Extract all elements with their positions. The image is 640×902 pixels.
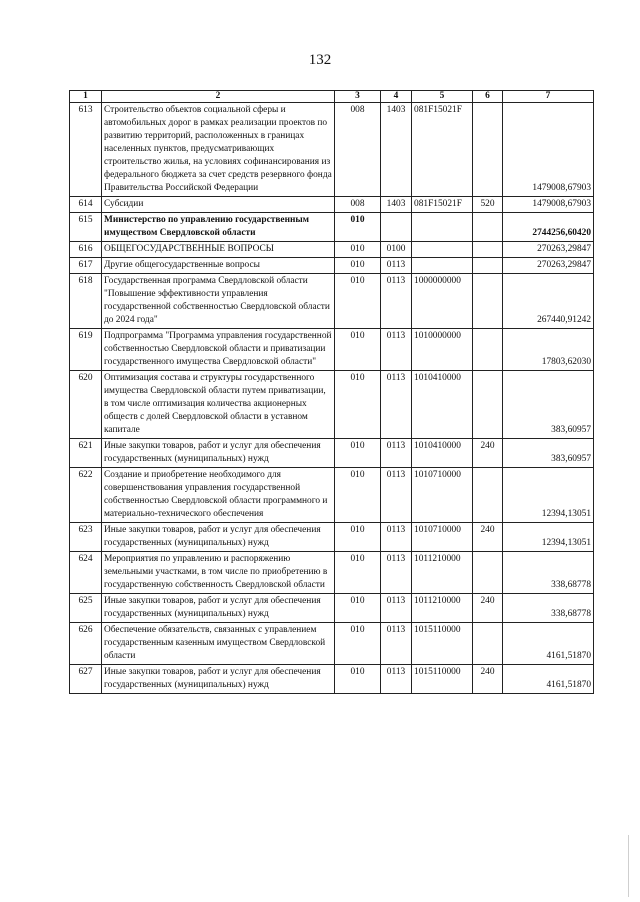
row-name: Строительство объектов социальной сферы и автомобильных дорог в рамках реализации проектов по развитию территорий, расположенных в границах населенных пунктов, предусматривающих строительство жилья, на условиях софинансирования из федерального бюджета за счет средств резервного фонда Правительства Российской Федерации [102, 103, 335, 197]
row-col-3: 010 [335, 623, 381, 665]
header-col-1: 1 [70, 91, 102, 103]
row-col-4: 0113 [381, 523, 412, 552]
header-col-3: 3 [335, 91, 381, 103]
row-col-4: 0113 [381, 439, 412, 468]
row-col-6 [473, 258, 503, 274]
row-amount: 12394,13051 [503, 523, 594, 552]
row-amount: 4161,51870 [503, 665, 594, 694]
row-col-4: 0113 [381, 552, 412, 594]
table-row [70, 552, 594, 594]
row-col-6 [473, 329, 503, 371]
row-number: 617 [70, 258, 102, 274]
table-row [70, 103, 594, 197]
row-name: Подпрограмма "Программа управления государственной собственностью Свердловской области и приватизации государственного имущества Свердловской области" [102, 329, 335, 371]
row-name: Министерство по управлению государственным имуществом Свердловской области [102, 213, 335, 242]
row-col-4: 0113 [381, 258, 412, 274]
row-col-4: 0113 [381, 371, 412, 439]
row-amount: 383,60957 [503, 439, 594, 468]
table-row [70, 242, 594, 258]
table-body [70, 103, 594, 694]
row-col-6 [473, 242, 503, 258]
row-col-4: 0113 [381, 329, 412, 371]
row-number: 625 [70, 594, 102, 623]
row-col-3: 010 [335, 665, 381, 694]
row-number: 615 [70, 213, 102, 242]
row-col-4: 0100 [381, 242, 412, 258]
row-number: 614 [70, 197, 102, 213]
row-col-3: 008 [335, 103, 381, 197]
row-col-3: 010 [335, 468, 381, 523]
row-col-3: 010 [335, 274, 381, 329]
row-amount: 1479008,67903 [503, 103, 594, 197]
row-name: ОБЩЕГОСУДАРСТВЕННЫЕ ВОПРОСЫ [102, 242, 335, 258]
row-name: Иные закупки товаров, работ и услуг для обеспечения государственных (муниципальных) нужд [102, 523, 335, 552]
row-col-4: 0113 [381, 665, 412, 694]
table-row [70, 523, 594, 552]
row-col-3: 008 [335, 197, 381, 213]
table-row [70, 274, 594, 329]
row-name: Обеспечение обязательств, связанных с управлением государственным казенным имуществом Свердловской области [102, 623, 335, 665]
row-col-6: 240 [473, 665, 503, 694]
row-name: Оптимизация состава и структуры государственного имущества Свердловской области путем приватизации, в том числе оптимизация количества акционерных обществ с долей Свердловской области в уставном капитале [102, 371, 335, 439]
row-col-6: 240 [473, 594, 503, 623]
row-number: 620 [70, 371, 102, 439]
row-amount: 270263,29847 [503, 242, 594, 258]
row-col-4 [381, 213, 412, 242]
row-number: 618 [70, 274, 102, 329]
row-col-5: 1010410000 [412, 439, 473, 468]
row-col-6 [473, 552, 503, 594]
row-col-6 [473, 274, 503, 329]
table-row [70, 197, 594, 213]
row-amount: 267440,91242 [503, 274, 594, 329]
row-col-5 [412, 213, 473, 242]
row-col-5: 1015110000 [412, 623, 473, 665]
row-number: 613 [70, 103, 102, 197]
row-col-5: 081F15021F [412, 197, 473, 213]
row-col-6 [473, 103, 503, 197]
row-col-6: 240 [473, 439, 503, 468]
header-col-2: 2 [102, 91, 335, 103]
table-row [70, 258, 594, 274]
row-col-3: 010 [335, 439, 381, 468]
row-col-3: 010 [335, 329, 381, 371]
table-row [70, 371, 594, 439]
row-amount: 338,68778 [503, 552, 594, 594]
header-col-4: 4 [381, 91, 412, 103]
row-col-5 [412, 242, 473, 258]
table-row [70, 594, 594, 623]
row-col-3: 010 [335, 242, 381, 258]
header-col-5: 5 [412, 91, 473, 103]
scan-edge-mark [628, 835, 629, 897]
row-col-6: 240 [473, 523, 503, 552]
row-amount: 17803,62030 [503, 329, 594, 371]
row-amount: 338,68778 [503, 594, 594, 623]
row-col-5 [412, 258, 473, 274]
row-number: 621 [70, 439, 102, 468]
row-number: 619 [70, 329, 102, 371]
row-amount: 1479008,67903 [503, 197, 594, 213]
row-col-6 [473, 213, 503, 242]
row-col-5: 1011210000 [412, 552, 473, 594]
row-name: Иные закупки товаров, работ и услуг для обеспечения государственных (муниципальных) нужд [102, 439, 335, 468]
row-name: Мероприятия по управлению и распоряжению земельными участками, в том числе по приобретению в государственную собственность Свердловской области [102, 552, 335, 594]
row-number: 627 [70, 665, 102, 694]
row-col-4: 0113 [381, 623, 412, 665]
row-col-3: 010 [335, 523, 381, 552]
row-col-5: 081F15021F [412, 103, 473, 197]
row-col-4: 0113 [381, 468, 412, 523]
row-col-4: 1403 [381, 103, 412, 197]
row-col-3: 010 [335, 594, 381, 623]
row-col-6 [473, 468, 503, 523]
table-row [70, 665, 594, 694]
row-col-5: 1015110000 [412, 665, 473, 694]
row-col-3: 010 [335, 213, 381, 242]
header-col-6: 6 [473, 91, 503, 103]
row-col-3: 010 [335, 552, 381, 594]
row-col-3: 010 [335, 371, 381, 439]
row-number: 622 [70, 468, 102, 523]
row-col-4: 1403 [381, 197, 412, 213]
row-number: 616 [70, 242, 102, 258]
row-number: 623 [70, 523, 102, 552]
row-col-5: 1010410000 [412, 371, 473, 439]
row-col-5: 1010710000 [412, 523, 473, 552]
row-name: Другие общегосударственные вопросы [102, 258, 335, 274]
row-name: Субсидии [102, 197, 335, 213]
row-col-5: 1011210000 [412, 594, 473, 623]
row-amount: 12394,13051 [503, 468, 594, 523]
row-name: Создание и приобретение необходимого для совершенствования управления государственной собственностью Свердловской области программного и материально-технического обеспечения [102, 468, 335, 523]
budget-table [69, 90, 594, 694]
row-col-6: 520 [473, 197, 503, 213]
table-row [70, 623, 594, 665]
table-header-row [70, 91, 594, 103]
row-col-5: 1010000000 [412, 329, 473, 371]
table-row [70, 213, 594, 242]
row-col-4: 0113 [381, 274, 412, 329]
row-amount: 270263,29847 [503, 258, 594, 274]
row-col-5: 1010710000 [412, 468, 473, 523]
row-col-4: 0113 [381, 594, 412, 623]
row-name: Иные закупки товаров, работ и услуг для обеспечения государственных (муниципальных) нужд [102, 665, 335, 694]
row-col-5: 1000000000 [412, 274, 473, 329]
row-col-6 [473, 623, 503, 665]
row-amount: 4161,51870 [503, 623, 594, 665]
row-name: Иные закупки товаров, работ и услуг для обеспечения государственных (муниципальных) нужд [102, 594, 335, 623]
row-amount: 2744256,60420 [503, 213, 594, 242]
row-number: 624 [70, 552, 102, 594]
row-name: Государственная программа Свердловской области "Повышение эффективности управления государственной собственностью Свердловской области до 2024 года" [102, 274, 335, 329]
row-col-6 [473, 371, 503, 439]
table-row [70, 439, 594, 468]
page-number: 132 [308, 52, 332, 68]
table-row [70, 329, 594, 371]
row-amount: 383,60957 [503, 371, 594, 439]
table-row [70, 468, 594, 523]
header-col-7: 7 [503, 91, 594, 103]
row-number: 626 [70, 623, 102, 665]
row-col-3: 010 [335, 258, 381, 274]
